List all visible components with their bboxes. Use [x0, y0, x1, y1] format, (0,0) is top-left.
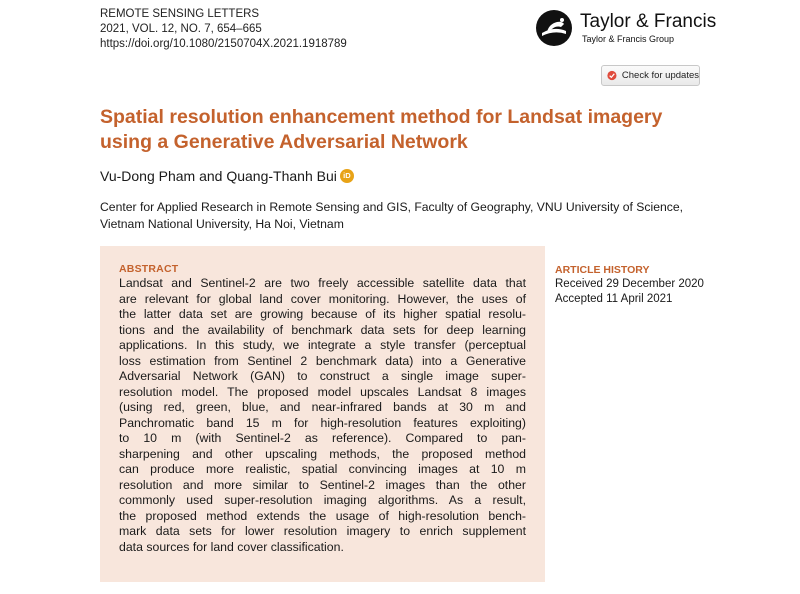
title-line: Spatial resolution enhancement method for Landsat imagery	[100, 106, 663, 128]
received-date: Received 29 December 2020	[555, 278, 704, 290]
abstract-line: (using red, green, blue, and near-infrared bands at 30 m and	[119, 400, 526, 414]
abstract-line: applications. In this study, we integrate a style transfer (perceptual	[119, 338, 526, 352]
abstract-line: sharpening and other upscaling methods, the proposed method	[119, 446, 526, 461]
abstract-line: the proposed method extends the usage of high-resolution bench-	[119, 508, 526, 523]
journal-name: REMOTE SENSING LETTERS	[100, 8, 260, 20]
abstract-line: commonly used super-resolution imaging algorithms. As a result,	[119, 493, 526, 507]
journal-volume: 2021, VOL. 12, NO. 7, 654–665	[100, 23, 262, 35]
publisher-lamp-icon	[535, 9, 573, 47]
abstract-text	[119, 276, 526, 555]
abstract-line: Adversarial Network (GAN) to construct a single image super-	[119, 369, 526, 383]
title-line: using a Generative Adversarial Network	[100, 131, 468, 153]
abstract-line: tions and the availability of benchmark data sets for deep learning	[119, 322, 526, 337]
abstract-line: loss estimation from Sentinel 2 benchmark data) into a Generative	[119, 353, 526, 368]
check-for-updates-label: Check for updates	[621, 70, 699, 81]
history-heading: ARTICLE HISTORY	[555, 264, 650, 276]
publisher-group: Taylor & Francis Group	[582, 34, 675, 44]
abstract-line: are relevant for global land cover monitoring. However, the uses of	[119, 291, 526, 306]
abstract-line: resolution and more similar to Sentinel-2 images than the other	[119, 477, 526, 492]
crossmark-icon	[607, 69, 617, 82]
check-for-updates-button[interactable]	[601, 65, 700, 86]
abstract-line: to 10 m (with Sentinel-2 as reference). Compared to pan-	[119, 431, 526, 445]
abstract-line: the latter data set are growing because of its higher spatial resolu-	[119, 307, 526, 321]
abstract-line: resolution model. The proposed model upscales Landsat 8 images	[119, 384, 526, 399]
abstract-line: mark data sets for lower resolution imagery to enrich supplement	[119, 524, 526, 538]
abstract-heading: ABSTRACT	[119, 263, 179, 275]
abstract-line: can produce more realistic, spatial convincing images at 10 m	[119, 462, 526, 476]
affiliation-line: Vietnam National University, Ha Noi, Vietnam	[100, 217, 344, 231]
abstract-line: Panchromatic band 15 m for high-resolution features exploiting)	[119, 415, 526, 430]
journal-info	[100, 7, 347, 52]
authors-text: Vu-Dong Pham and Quang-Thanh Bui	[100, 168, 337, 184]
abstract-panel	[100, 246, 545, 582]
orcid-icon[interactable]: iD	[340, 169, 354, 183]
accepted-date: Accepted 11 April 2021	[555, 293, 673, 305]
author-list	[100, 167, 354, 185]
affiliation	[100, 199, 710, 233]
abstract-line: data sources for land cover classification.	[119, 539, 344, 554]
article-history	[555, 263, 715, 307]
publisher-name: Taylor & Francis	[580, 11, 717, 32]
publisher-brand[interactable]	[535, 9, 717, 49]
affiliation-line: Center for Applied Research in Remote Sensing and GIS, Faculty of Geography, VNU University of Science,	[100, 200, 684, 214]
journal-doi[interactable]: https://doi.org/10.1080/2150704X.2021.1918789	[100, 38, 347, 50]
abstract-line: Landsat and Sentinel-2 are two freely accessible satellite data that	[119, 276, 526, 290]
article-title	[100, 105, 710, 155]
